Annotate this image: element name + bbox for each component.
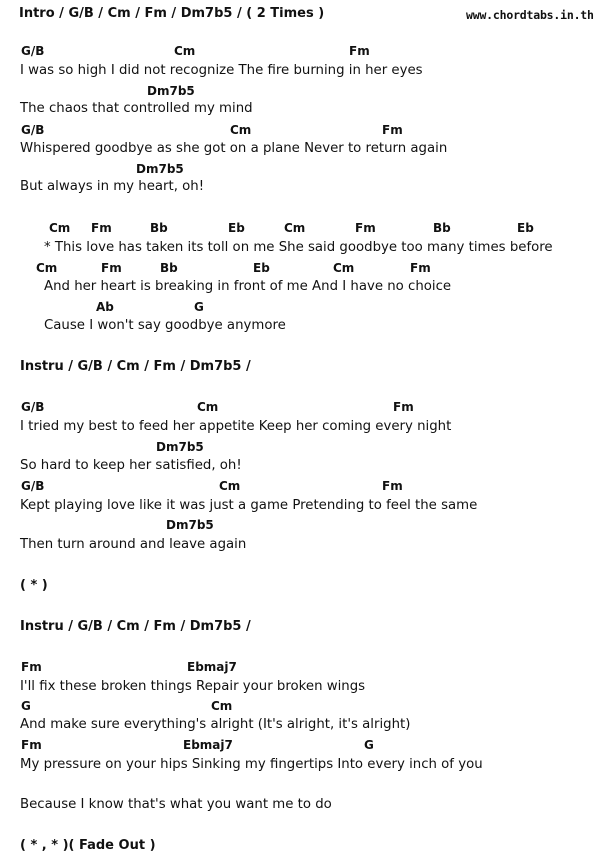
chord: Eb: [253, 261, 270, 275]
chord: Ab: [96, 300, 114, 314]
lyric-line: And her heart is breaking in front of me And I have no choice: [44, 279, 452, 294]
lyric-line: The chaos that controlled my mind: [20, 101, 253, 116]
chord: Fm: [349, 44, 370, 58]
chord: Eb: [228, 221, 245, 235]
chord: Cm: [174, 44, 196, 58]
lyric-line: But always in my heart, oh!: [20, 179, 205, 194]
lyric-line: My pressure on your hips Sinking my fingertips Into every inch of you: [20, 757, 483, 772]
chord: Cm: [230, 123, 252, 137]
lyric-line: Whispered goodbye as she got on a plane Never to return again: [20, 141, 448, 156]
repeat-chorus-mark: ( * ): [20, 578, 48, 593]
chord: Cm: [49, 221, 71, 235]
chord: Dm7b5: [156, 440, 204, 454]
lyric-line: I tried my best to feed her appetite Keep her coming every night: [20, 419, 452, 434]
chord: Fm: [393, 400, 414, 414]
chord: Cm: [211, 699, 233, 713]
chord: G/B: [21, 400, 45, 414]
chord: Fm: [21, 738, 42, 752]
chord: Cm: [219, 479, 241, 493]
chord: Cm: [36, 261, 58, 275]
chord: Bb: [433, 221, 451, 235]
chord: Cm: [284, 221, 306, 235]
chord: Ebmaj7: [187, 660, 237, 674]
chord: G/B: [21, 479, 45, 493]
chord: Fm: [21, 660, 42, 674]
chord: Cm: [333, 261, 355, 275]
lyric-line: I was so high I did not recognize The fire burning in her eyes: [20, 63, 423, 78]
chord: G: [364, 738, 374, 752]
chord: Bb: [160, 261, 178, 275]
lyric-line: I'll fix these broken things Repair your broken wings: [20, 679, 366, 694]
intro-line: Intro / G/B / Cm / Fm / Dm7b5 / ( 2 Times ): [19, 6, 325, 21]
outro-line: ( * , * )( Fade Out ): [20, 838, 156, 853]
lyric-line: Cause I won't say goodbye anymore: [44, 318, 286, 333]
chord: G/B: [21, 123, 45, 137]
chord: Fm: [355, 221, 376, 235]
lyric-line: Then turn around and leave again: [20, 537, 247, 552]
lyric-line: Kept playing love like it was just a game Pretending to feel the same: [20, 498, 478, 513]
chord: Fm: [101, 261, 122, 275]
lyric-line: So hard to keep her satisfied, oh!: [20, 458, 242, 473]
chord: Dm7b5: [136, 162, 184, 176]
chord: Ebmaj7: [183, 738, 233, 752]
chord: Cm: [197, 400, 219, 414]
chord: Fm: [91, 221, 112, 235]
chord: G: [21, 699, 31, 713]
chord: Fm: [410, 261, 431, 275]
instrumental-line: Instru / G/B / Cm / Fm / Dm7b5 /: [20, 359, 251, 374]
chord: Dm7b5: [147, 84, 195, 98]
chord: G: [194, 300, 204, 314]
chord: Eb: [517, 221, 534, 235]
lyric-line: And make sure everything's alright (It's alright, it's alright): [20, 717, 411, 732]
chord: Bb: [150, 221, 168, 235]
chord: Dm7b5: [166, 518, 214, 532]
lyric-line: * This love has taken its toll on me She said goodbye too many times before: [44, 240, 553, 255]
site-watermark: www.chordtabs.in.th: [466, 8, 594, 22]
lyric-line: Because I know that's what you want me to do: [20, 797, 332, 812]
chord: Fm: [382, 123, 403, 137]
chord: G/B: [21, 44, 45, 58]
instrumental-line: Instru / G/B / Cm / Fm / Dm7b5 /: [20, 619, 251, 634]
chord: Fm: [382, 479, 403, 493]
